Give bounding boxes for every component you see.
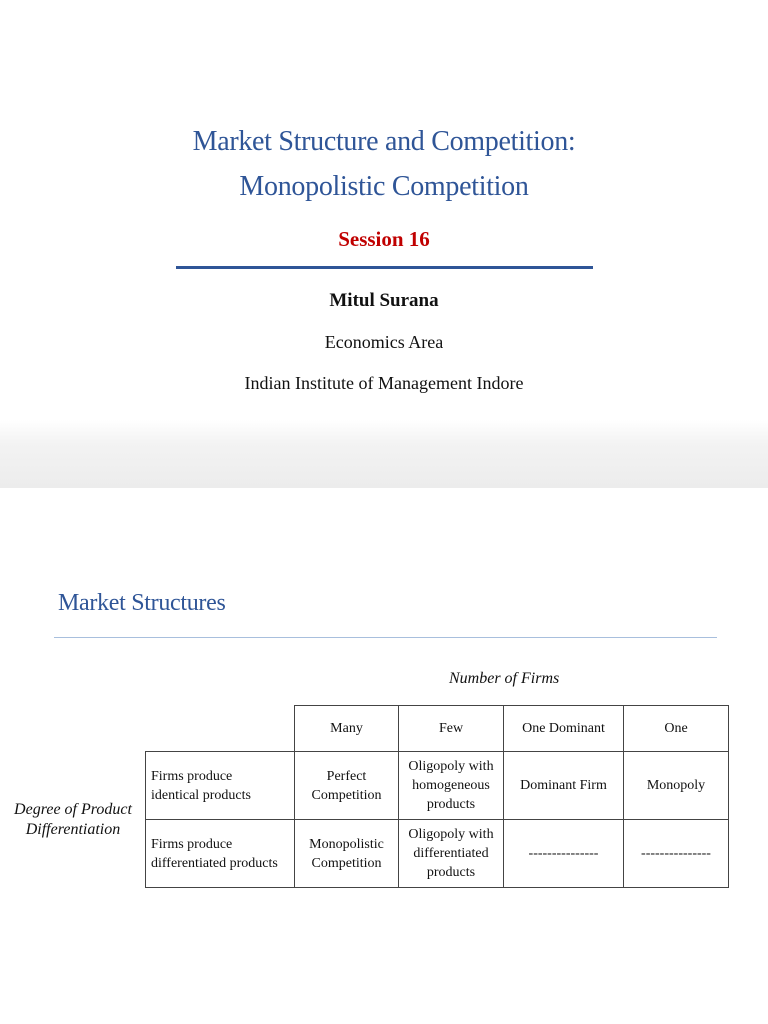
cell-line: products [426, 865, 476, 880]
slide-separator [0, 420, 768, 488]
cell-line: Oligopoly with [408, 827, 494, 842]
row-header-identical [146, 752, 295, 820]
table-row [146, 752, 729, 820]
cell-line: Competition [311, 787, 382, 803]
column-header-few: Few [399, 706, 504, 752]
table-cell [504, 820, 624, 888]
table-cell [504, 752, 624, 820]
cell-line: --------------- [528, 846, 599, 861]
table-cell [624, 820, 729, 888]
row-group-label-line-2: Differentiation [25, 821, 121, 838]
cell-line: --------------- [641, 846, 711, 861]
market-structures-table [145, 705, 729, 888]
cell-line: products [426, 797, 476, 812]
cell-line: Monopoly [646, 778, 706, 793]
cell-line: Oligopoly with [408, 759, 494, 774]
row-header-line: differentiated products [151, 855, 278, 871]
empty-corner-cell [146, 706, 295, 752]
cell-line: Perfect [326, 768, 367, 784]
slide-title-line-1: Market Structure and Competition: [192, 126, 576, 157]
table-cell [295, 820, 399, 888]
row-header-differentiated [146, 820, 295, 888]
row-header-line: Firms produce [151, 768, 233, 784]
cell-line: Dominant Firm [520, 778, 607, 793]
table-cell [399, 752, 504, 820]
cell-line: Competition [311, 855, 382, 871]
heading-divider [54, 637, 717, 638]
row-header-line: identical products [151, 787, 251, 803]
cell-line: homogeneous [412, 778, 490, 793]
market-structures-slide [0, 488, 768, 1024]
title-slide [0, 0, 768, 420]
cell-line: Monopolistic [309, 836, 384, 852]
session-label: Session 16 [338, 227, 430, 251]
column-header-one-dominant: One Dominant [504, 706, 624, 752]
column-header-many: Many [295, 706, 399, 752]
cell-line: differentiated [413, 846, 489, 861]
row-group-label [8, 800, 138, 840]
table-cell [624, 752, 729, 820]
row-group-label-line-1: Degree of Product [14, 801, 132, 818]
institution-name: Indian Institute of Management Indore [244, 373, 524, 393]
table-cell [399, 820, 504, 888]
table-cell [295, 752, 399, 820]
slide-heading: Market Structures [58, 590, 226, 616]
department-name: Economics Area [324, 332, 444, 352]
column-group-label: Number of Firms [449, 670, 560, 687]
title-divider [176, 266, 593, 269]
author-name: Mitul Surana [329, 290, 439, 311]
row-header-line: Firms produce [151, 836, 233, 852]
table-header-row [146, 706, 729, 752]
column-header-one: One [624, 706, 729, 752]
table-row [146, 820, 729, 888]
slide-title-line-2: Monopolistic Competition [239, 171, 529, 202]
